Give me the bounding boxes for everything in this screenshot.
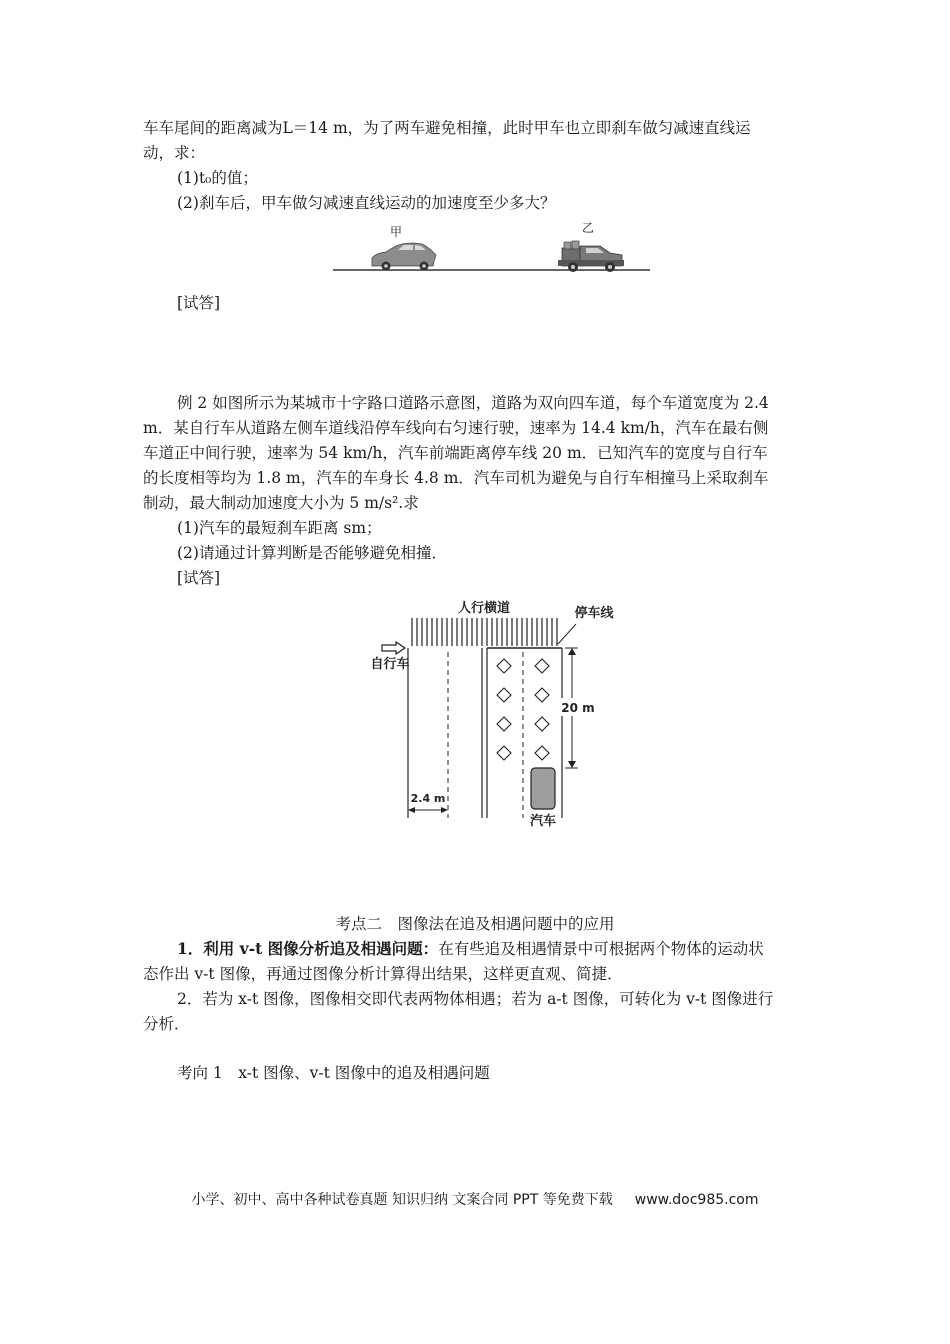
section2-paragraph1-line2: 态作出 v-t 图像，再通过图像分析计算得出结果，这样更直观、简捷． (143, 965, 623, 983)
section2-p1-text: 在有些追及相遇情景中可根据两个物体的运动状 (438, 940, 764, 958)
footer-text: 小学、初中、高中各种试卷真题 知识归纳 文案合同 PPT 等免费下载 (191, 1192, 613, 1208)
two-cars-figure (330, 220, 652, 276)
example2-line1: 例 2 如图所示为某城市十字路口道路示意图，道路为双向四车道，每个车道宽度为 2.4 (177, 394, 769, 412)
example2-question2: (2)请通过计算判断是否能够避免相撞． (177, 544, 447, 562)
example2-line4: 的长度相等均为 1.8 m，汽车的车身长 4.8 m．汽车司机为避免与自行车相撞马上采取刹车 (143, 469, 769, 487)
stop-line-pointer (558, 624, 576, 644)
stop-line-label: 停车线 (574, 606, 614, 621)
crosswalk-stripes (412, 618, 557, 646)
section2-subtopic: 考向 1 x-t 图像、v-t 图像中的追及相遇问题 (177, 1064, 490, 1082)
crosswalk-label: 人行横道 (457, 601, 511, 616)
bicycle-label: 自行车 (370, 657, 410, 672)
problem1-question2: (2)刹车后，甲车做匀减速直线运动的加速度至少多大？ (177, 194, 556, 212)
footer-url[interactable]: www.doc985.com (634, 1192, 759, 1208)
example2-answer-label: [试答] (177, 569, 221, 587)
example2-question1: (1)汽车的最短刹车距离 sm； (177, 519, 382, 537)
page-footer (0, 1189, 950, 1211)
problem1-text-line2: 动，求： (143, 144, 206, 162)
lane-width-label: 2.4 m (410, 792, 446, 805)
car-rectangle (531, 768, 555, 809)
problem1-answer-label: [试答] (177, 294, 221, 312)
bicycle-arrow (382, 642, 405, 654)
example2-line2: m．某自行车从道路左侧车道线沿停车线向右匀速行驶，速率为 14.4 km/h，汽车在最右侧 (143, 419, 769, 437)
pickup-truck-b (558, 241, 624, 272)
section2-p1-heading: 1．利用 v-t 图像分析追及相遇问题： (177, 939, 439, 958)
section2-paragraph2-line1: 2．若为 x-t 图像，图像相交即代表两物体相遇；若为 a-t 图像，可转化为 v-t 图像进行 (177, 990, 774, 1008)
section2-title: 考点二 图像法在追及相遇问题中的应用 (335, 915, 615, 933)
car-b-label: 乙 (581, 221, 595, 235)
car-a-label: 甲 (389, 225, 403, 239)
intersection-figure (360, 592, 632, 832)
problem1-question1: (1)t₀的值； (177, 169, 258, 187)
section2-paragraph1-line1 (177, 938, 808, 960)
example2-line3: 车道正中间行驶，速率为 54 km/h，汽车前端距离停车线 20 m．已知汽车的宽度与自行车 (143, 444, 768, 462)
distance-label: 20 m (561, 701, 595, 715)
example2-line5: 制动，最大制动加速度大小为 5 m/s².求 (143, 494, 419, 512)
section2-paragraph2-line2: 分析． (143, 1015, 190, 1033)
sedan-car-a (372, 243, 436, 271)
car-label: 汽车 (529, 814, 557, 829)
problem1-text-line1: 车车尾间的距离减为L＝14 m，为了两车避免相撞，此时甲车也立即刹车做匀减速直线运 (143, 119, 751, 137)
